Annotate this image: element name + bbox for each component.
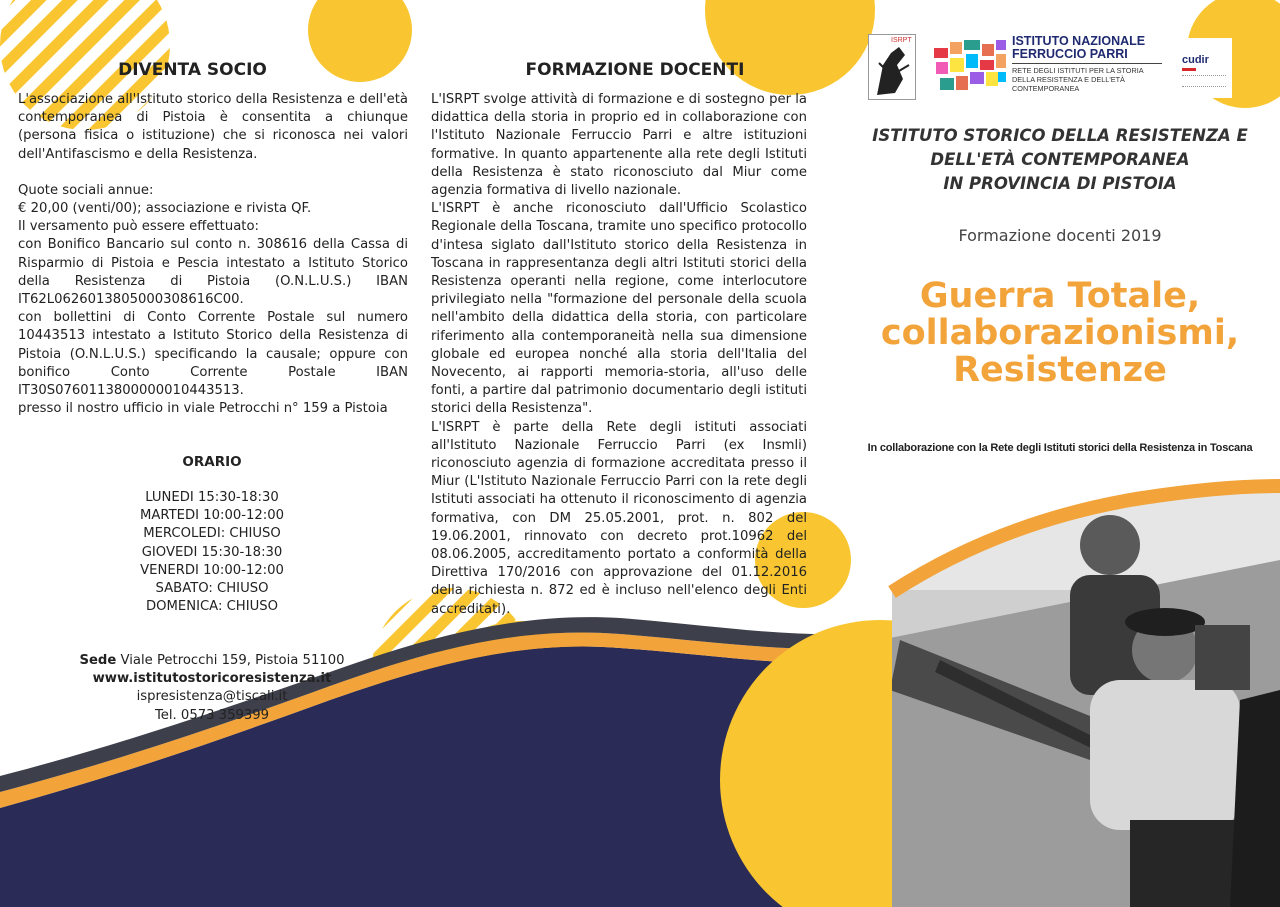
bank-transfer-info: con Bonifico Bancario sul conto n. 308616 della Cassa di Risparmio di Pistoia e Pescia intestato a Istituto Storico della Resistenza di Pistoia (O.N.L.U.S.) IBAN IT62L0626013805000308616C00. (18, 237, 408, 308)
training-paragraph-3: L'ISRPT è parte della Rete degli istituti associati all'Istituto Nazionale Ferruccio Parri (ex Insmli) riconosciuto agenzia di formazione accreditata presso il Miur (L'Istituto Nazionale Ferruccio Parri con la rete degli Istituti associati ha ottenuto il riconoscimento di agenzia formativa, con DM 25.05.2001, prot. n. 802 del 19.06.2001, rinnovato con decreto prot.10962 del 08.06.2005, accreditamento portato a conformità della Direttiva 170/2016 con approvazione del 01.12.2016 della richiesta n. 872 ed è incluso nell'elenco degli Enti accreditati). (431, 419, 807, 617)
hours-sunday: DOMENICA: CHIUSO (145, 599, 279, 615)
vintage-soldiers-photo (880, 470, 1280, 907)
sede-line (40, 652, 384, 670)
fees-label: Quote sociali annue: (18, 182, 154, 198)
isrpt-sculpture-icon (869, 35, 915, 99)
training-text (431, 91, 807, 619)
parri-logo-text (1012, 35, 1162, 93)
main-title-line3: Resistenze (953, 350, 1167, 390)
cudir-small-lines (1182, 75, 1226, 87)
sede-address: Viale Petrocchi 159, Pistoia 51100 (120, 653, 345, 668)
hours-friday: VENERDI 10:00-12:00 (140, 562, 284, 578)
training-paragraph-1: L'ISRPT svolge attività di formazione e di sostegno per la didattica della storia in proprio ed in collaborazione con l'Istituto Nazionale Ferruccio Parri e altre istituzioni formative. In quanto appartenente alla rete degli Istituti della Resistenza è stato riconosciuto dal Miur come agenzia formativa di livello nazionale. (431, 92, 807, 199)
parri-title-line2: FERRUCCIO PARRI (1012, 48, 1162, 64)
institute-title-line1: ISTITUTO STORICO DELLA RESISTENZA E (872, 126, 1248, 145)
isrpt-logo-mark: ISRPT (891, 37, 912, 44)
isrpt-logo (868, 34, 916, 100)
year-label: Formazione docenti 2019 (958, 226, 1162, 245)
circle-top-center (705, 0, 875, 95)
payment-intro: Il versamento può essere effettuato: (18, 219, 259, 235)
opening-hours-list (112, 489, 312, 616)
fees-amount: € 20,00 (venti/00); associazione e rivista QF. (18, 201, 312, 217)
membership-text (18, 91, 408, 418)
hours-monday: LUNEDI 15:30-18:30 (145, 490, 279, 505)
institute-title-line2: DELL'ETÀ CONTEMPORANEA (930, 150, 1190, 169)
heading-diventa-socio: DIVENTA SOCIO (118, 60, 267, 80)
institute-title-line3: IN PROVINCIA DI PISTOIA (943, 174, 1177, 193)
heading-orario: ORARIO (182, 454, 242, 470)
parri-logo-mosaic (932, 38, 1008, 94)
sede-label: Sede (79, 653, 117, 668)
contact-block (40, 652, 384, 725)
training-paragraph-2: L'ISRPT è anche riconosciuto dall'Ufficio Scolastico Regionale della Toscana, tramite uno specifico protocollo d'intesa siglato dall'Istituto storico della Resistenza in Toscana in rappresentanza degli altri Istituti storici della Resistenza operanti nella regione, come interlocutore privilegiato nella "formazione del personale della scuola nell'ambito della didattica della storia, con particolare riferimento alla contemporaneità nella sua dimensione globale ed europea nonché alla storia dell'Italia del Novecento, ai rapporti memoria-storia, all'uso delle fonti, a partire dal patrimonio documentario degli istituti storici della Resistenza". (431, 201, 807, 417)
hours-tuesday: MARTEDI 10:00-12:00 (140, 508, 284, 524)
office-payment-info: presso il nostro ufficio in viale Petrocchi n° 159 a Pistoia (18, 401, 388, 417)
hours-thursday: GIOVEDI 15:30-18:30 (141, 544, 283, 560)
parri-sub-line2: DELLA RESISTENZA E DELL'ETÀ (1012, 75, 1125, 84)
collaboration-note: In collaborazione con la Rete degli Istituti storici della Resistenza in Toscana (867, 442, 1253, 454)
main-title-line1: Guerra Totale, (919, 276, 1201, 316)
hours-wednesday: MERCOLEDI: CHIUSO (143, 526, 281, 542)
hours-saturday: SABATO: CHIUSO (155, 581, 269, 597)
main-title-line2: collaborazionismi, (880, 313, 1240, 353)
parri-mosaic-icon (932, 38, 1008, 94)
phone-number: Tel. 0573 359399 (154, 707, 270, 723)
cudir-logo-text: cudir (1182, 54, 1209, 66)
course-main-title (850, 278, 1270, 389)
website-link[interactable]: www.istitutostoricoresistenza.it (92, 671, 332, 687)
postal-account-info: con bollettini di Conto Corrente Postale sul numero 10443513 intestato a Istituto Storico della Resistenza di Pistoia (O.N.L.U.S.) specificando la causale; oppure con bonifico Conto Corrente Postale IBAN IT30S0760113800000010443513. (18, 310, 408, 399)
parri-sub-line1: RETE DEGLI ISTITUTI PER LA STORIA (1012, 66, 1144, 75)
parri-title-line1: ISTITUTO NAZIONALE (1012, 34, 1146, 48)
cudir-red-bar (1182, 68, 1196, 71)
institute-title (860, 124, 1260, 196)
heading-formazione-docenti: FORMAZIONE DOCENTI (525, 60, 745, 80)
email-link[interactable]: ispresistenza@tiscali.it (136, 689, 288, 705)
cudir-logo (1172, 38, 1232, 98)
membership-intro: L'associazione all'Istituto storico della Resistenza e dell'età contemporanea di Pistoia è consentita a chiunque (persona fisica o istituzione) che si riconosca nei valori dell'Antifascismo e della Resistenza. (18, 92, 408, 162)
parri-sub-line3: CONTEMPORANEA (1012, 84, 1080, 93)
